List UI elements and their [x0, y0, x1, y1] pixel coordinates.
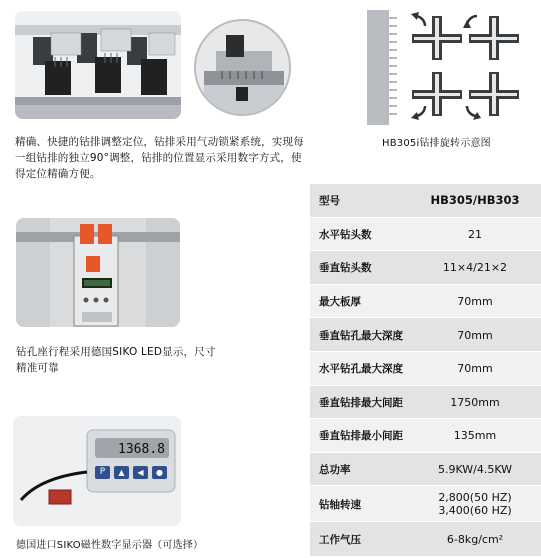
drill-closeup-photo: [194, 19, 291, 116]
spec-label: 水平钻头数: [319, 228, 372, 241]
spec-value-group: [408, 491, 541, 517]
display-buttons: [95, 466, 167, 479]
drilling-machine-illustration: [15, 11, 181, 119]
spec-label: 垂直钻排最小间距: [319, 430, 403, 443]
spec-label: 水平钻孔最大深度: [319, 363, 403, 376]
rotation-diagram-illustration: [367, 10, 522, 125]
spec-value: 11×4/21×2: [442, 261, 508, 275]
spec-value: 1750mm: [450, 395, 500, 409]
display-readout: 1368.8: [118, 442, 165, 457]
spec-value: 70mm: [457, 328, 493, 342]
spec-row-horizontal-depth: [310, 352, 541, 386]
spec-value-secondary: 3,400(60 HZ): [438, 504, 512, 518]
spec-label: 工作气压: [319, 533, 361, 546]
spec-row-vertical-depth: [310, 318, 541, 352]
spec-label: 最大板厚: [319, 296, 361, 309]
siko-display-photo: [13, 416, 181, 526]
spec-row-max-thickness: [310, 285, 541, 319]
spec-row-model: [310, 184, 541, 218]
travel-display-caption: 钻孔座行程采用德国SIKO LED显示，尺寸精准可靠: [16, 346, 216, 374]
drill-closeup-illustration: [196, 21, 289, 114]
spec-value: 135mm: [453, 429, 497, 443]
spec-value: 2,800(50 HZ): [438, 491, 512, 505]
travel-display-illustration: [16, 218, 180, 327]
spec-value: 70mm: [457, 362, 493, 376]
spec-row-spindle-speed: [310, 486, 541, 522]
spec-row-vertical-bits: [310, 251, 541, 285]
diagram-caption: HB305i钻排旋转示意图: [382, 138, 491, 149]
spec-label: 垂直钻孔最大深度: [319, 329, 403, 342]
spec-label: 型号: [319, 195, 340, 208]
spec-value: 5.9KW/4.5KW: [437, 463, 513, 477]
rotation-diagram: [367, 10, 522, 125]
travel-display-photo: [16, 218, 180, 327]
spec-value: 21: [468, 227, 482, 241]
spec-label: 钻轴转速: [319, 498, 361, 511]
enter-button[interactable]: ●: [152, 466, 167, 479]
spec-row-air-pressure: [310, 522, 541, 556]
spec-value: 70mm: [457, 295, 493, 309]
up-button[interactable]: ▲: [114, 466, 129, 479]
left-button[interactable]: ◀: [133, 466, 148, 479]
p-button[interactable]: P: [95, 466, 110, 479]
spec-row-max-spacing: [310, 386, 541, 420]
spec-value: 6-8kg/cm²: [446, 532, 504, 546]
spec-row-horizontal-bits: [310, 218, 541, 252]
spec-label: 垂直钻头数: [319, 262, 372, 275]
spec-row-min-spacing: [310, 419, 541, 453]
siko-display-caption: 德国进口SIKO磁性数字显示器（可选择）: [16, 540, 204, 551]
spec-table: [310, 184, 541, 556]
drilling-machine-photo: [15, 11, 181, 119]
spec-label: 总功率: [319, 464, 351, 477]
spec-row-total-power: [310, 453, 541, 487]
spec-label: 垂直钻排最大间距: [319, 396, 403, 409]
spec-value: HB305/HB303: [430, 193, 520, 208]
drilling-description: 精确、快捷的钻排调整定位，钻排采用气动锁紧系统，实现每一组钻排的独立90°调整，钻排的位置显示采用数字方式，使得定位精确方便。: [15, 136, 304, 180]
